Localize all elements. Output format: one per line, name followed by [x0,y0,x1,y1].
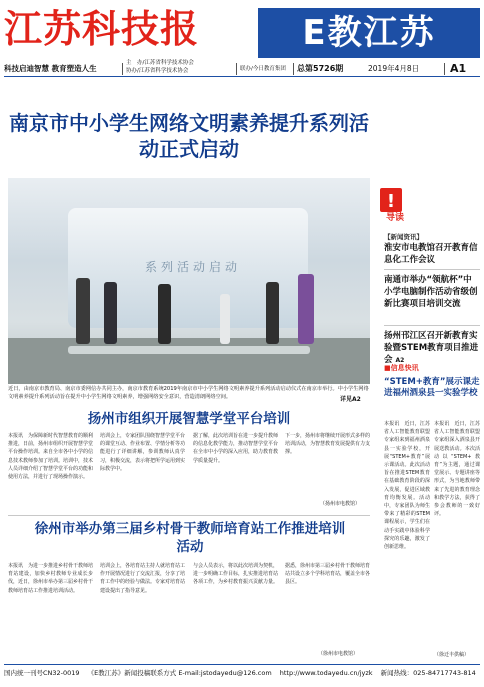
guide-item-text: 南通市举办“领航杯”中小学电脑制作活动省级创新比赛项目培训交流 [384,275,478,309]
sponsor-line-2: 协办/江苏省科学技术协会 [126,68,189,74]
photo-caption: 近日，由南京市教育局、南京市委网信办共同主办，南京市教育系统2019年南京市中小学生网络文明素养提升系列活动启动仪式在南京市举行。中小学生网络文明素养提升系列活动旨在提升中小学生网络文明素养，增强网络安全意识，营造清朗网络空间。 [8,386,369,400]
edition-title: E教江苏 [258,8,480,58]
footer-url[interactable]: http://www.todayedu.cn/jyzk [279,669,373,677]
divider [384,325,480,326]
svg-text:!: ! [386,191,396,212]
guide-item[interactable] [384,242,480,266]
footer-issn: 国内统一刊号CN32-0019 [4,669,80,677]
slogan: 科技启迪智慧 教育塑造人生 [4,64,97,73]
guide-item[interactable] [384,274,480,310]
divider [236,63,237,75]
event-photo [8,178,370,384]
edition-info: 联办/今日教育集团 [240,66,286,72]
guide-item-text: 扬州邗江区召开新教育实验暨STEM教育项目推进会 [384,331,479,365]
article-2-title: 徐州市举办第三届乡村骨干教师培育站工作推进培训活动 [34,521,346,555]
article-1-col-1: 本报讯 为保障新时代智慧教育的顺利推进，日前，扬州市组织开展智慧学堂平台操作培训。来自全市各中小学的信息技术教师参加了培训。培训中，技术人员详细介绍了智慧学堂平台的功能和使用方法，并进行了现场操作演示。 [8,433,93,481]
guide-item-text: 淮安市电教馆召开教育信息化工作会议 [384,243,478,265]
caption-credit: 详见A2 [340,396,361,403]
feature-body-right: 本报讯 近日，江苏省人工智能教育联盟专家组深入酒泉县开展送教活动。本次活动以“STEM+教育”为主题，通过课堂展示、专题讲座等形式，为当地教师带来了先进的教育理念和教学方法，获得了参会教师的一致好评。 [434,421,480,518]
article-1-author: （扬州市电教馆） [320,501,361,507]
article-2-col-4: 据悉，徐州市第三届乡村骨干教师培育站共设立多个学科培育站，覆盖全市各县区。 [285,563,370,586]
article-2-col-2: 培训会上，各培育站主持人就培育站工作开展情况进行了交流汇报，分享了培育工作中的经验与做法。专家对培育站建设提出了指导意见。 [100,563,185,594]
main-headline: 南京市中小学生网络文明素养提升系列活动正式启动 [9,111,369,161]
divider [293,63,294,75]
footer [4,664,480,681]
article-2-col-1: 本报讯 为进一步推进乡村骨干教师培育站建设，加快乡村教师专业成长步伐，近日，徐州市举办第三届乡村骨干教师培育站工作推进培训活动。 [8,563,93,594]
article-1-col-3: 据了解，此次培训旨在进一步提升教师的信息化教学能力，推动智慧学堂平台在全市中小学的深入应用，助力教育教学质量提升。 [193,433,278,464]
guide-label: 导读 [386,213,405,223]
sponsor [126,59,194,75]
page-number: A1 [450,62,467,75]
guide-item[interactable] [384,330,480,367]
article-1-title: 扬州市组织开展智慧学堂平台培训 [87,411,291,427]
issue-date: 2019年4月8日 [368,64,420,73]
article-2-col-3: 与会人员表示，将以此次培训为契机，进一步明确工作目标，扎实推进培育站各项工作，为乡村教育振兴贡献力量。 [193,563,278,586]
footer-email[interactable]: 《E教江苏》新闻投稿联系方式 E-mail:jstodayedu@126.com [87,669,272,677]
feature-body-left: 本报讯 近日，江苏省人工智能教育联盟专家组来到福州酒泉县一实验学校，开展“STEM+教育”展示课活动。此次活动旨在推进STEM教育在基础教育阶段的深入发展，促进区域教育均衡发展。活动中，专家团队为师生带来了精彩的STEM课程展示，学生们在动手实践中体验科学探究的乐趣，激发了创新思维。 [384,421,430,551]
divider [444,63,445,75]
divider [122,63,123,75]
divider [8,515,370,516]
feature-author: （徐迁丰供稿） [434,652,470,658]
divider [384,269,480,270]
article-1-col-2: 培训会上，专家团队围绕智慧学堂平台的课堂互动、作业布置、学情分析等功能进行了详细讲解，参训教师认真学习，积极交流，表示将把所学运用到实际教学中。 [100,433,185,472]
right-top-blank [377,100,480,186]
footer-phone: 新闻热线：025-84717743-814 [380,669,476,677]
feature-title: “STEM+教育”展示课走进福州酒泉县一实验学校 [384,377,480,398]
info-head: ■信息快讯 [384,364,419,372]
news-tag: 【新闻资讯】 [384,233,423,241]
issue-number: 总第5726期 [297,64,344,73]
article-1-col-4: 下一步，扬州市将继续开展形式多样的培训活动，为智慧教育发展提供有力支撑。 [285,433,370,456]
masthead-title: 江苏科技报 [4,6,200,51]
sponsor-line-1: 主 办/江苏省科学技术协会 [126,60,194,66]
article-2-author: （徐州市电教馆） [318,651,359,657]
stage-text: 系列活动启动 [144,260,241,274]
guide-item-page: A2 [395,357,405,364]
